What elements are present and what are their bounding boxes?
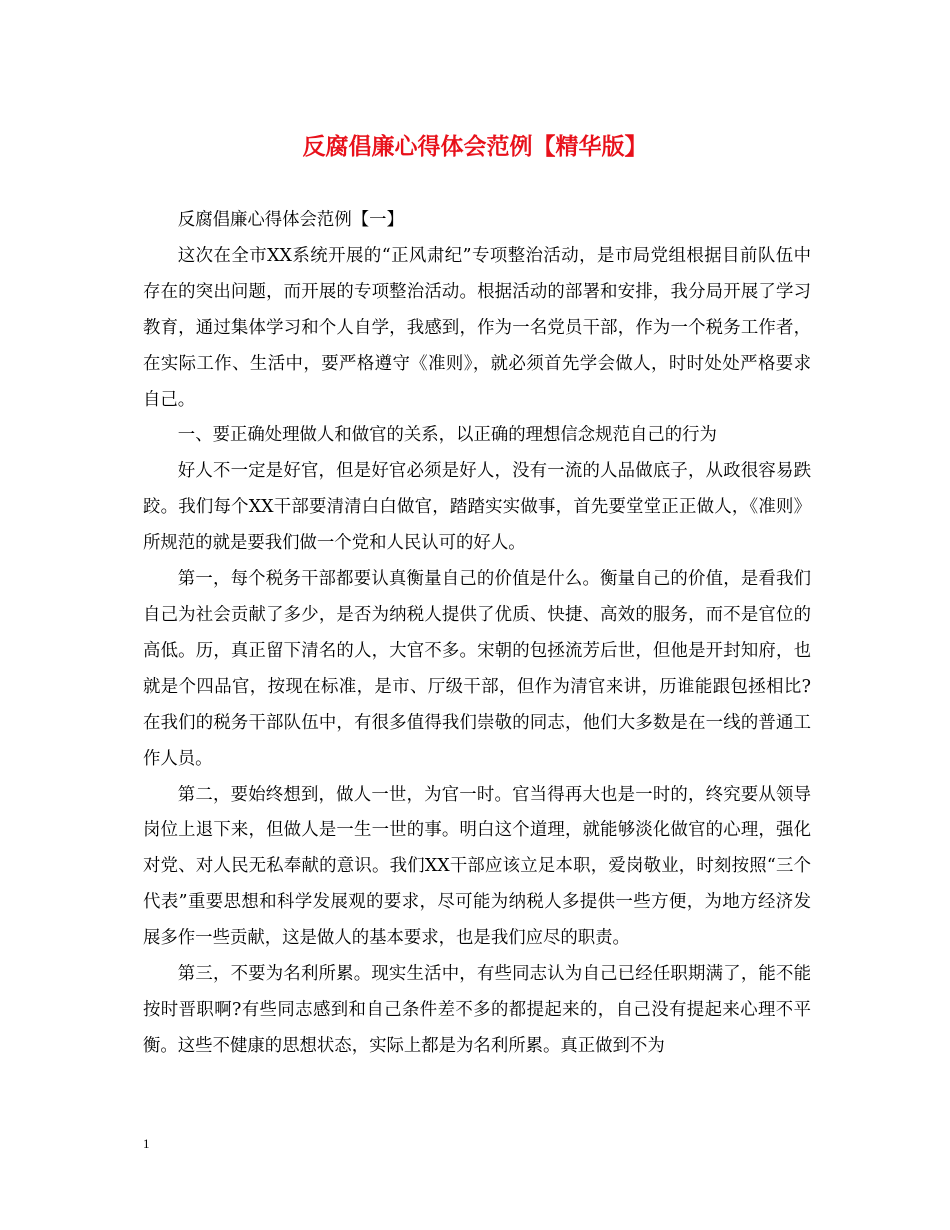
paragraph: 第一，每个税务干部都要认真衡量自己的价值是什么。衡量自己的价值，是看我们自己为社会贡献了多少，是否为纳税人提供了优质、快捷、高效的服务，而不是官位的高低。历，真正留下清名的人，大官不多。宋朝的包拯流芳后世，但他是开封知府，也就是个四品官，按现在标准，是市、厅级干部，但作为清官来讲，历谁能跟包拯相比?在我们的税务干部队伍中，有很多值得我们崇敬的同志，他们大多数是在一线的普通工作人员。 bbox=[143, 569, 811, 769]
paragraph: 这次在全市XX系统开展的“正风肃纪”专项整治活动，是市局党组根据目前队伍中存在的突出问题，而开展的专项整治活动。根据活动的部署和安排，我分局开展了学习教育，通过集体学习和个人自学，我感到，作为一名党员干部，作为一个税务工作者，在实际工作、生活中，要严格遵守《准则》，就必须首先学会做人，时时处处严格要求自己。 bbox=[143, 245, 811, 410]
section-heading: 反腐倡廉心得体会范例【一】 bbox=[177, 210, 404, 230]
paragraph: 好人不一定是好官，但是好官必须是好人，没有一流的人品做底子，从政很容易跌跤。我们每个XX干部要清清白白做官，踏踏实实做事，首先要堂堂正正做人，《准则》所规范的就是要我们做一个党和人民认可的好人。 bbox=[143, 461, 811, 554]
page-title: 反腐倡廉心得体会范例【精华版】 bbox=[302, 134, 648, 160]
paragraph: 第三，不要为名利所累。现实生活中，有些同志认为自己已经任职期满了，能不能按时晋职啊?有些同志感到和自己条件差不多的都提起来的，自己没有提起来心理不平衡。这些不健康的思想状态，实际上都是为名利所累。真正做到不为 bbox=[143, 964, 811, 1056]
page-number: 1 bbox=[143, 1136, 150, 1151]
subsection-heading: 一、要正确处理做人和做官的关系，以正确的理想信念规范自己的行为 bbox=[177, 425, 717, 446]
paragraph: 第二，要始终想到，做人一世，为官一时。官当得再大也是一时的，终究要从领导岗位上退下来，但做人是一生一世的事。明白这个道理，就能够淡化做官的心理，强化对党、对人民无私奉献的意识。我们XX干部应该立足本职，爱岗敬业，时刻按照“三个代表”重要思想和科学发展观的要求，尽可能为纳税人多提供一些方便，为地方经济发展多作一些贡献，这是做人的基本要求，也是我们应尽的职责。 bbox=[143, 784, 811, 949]
document-body bbox=[143, 203, 811, 1065]
